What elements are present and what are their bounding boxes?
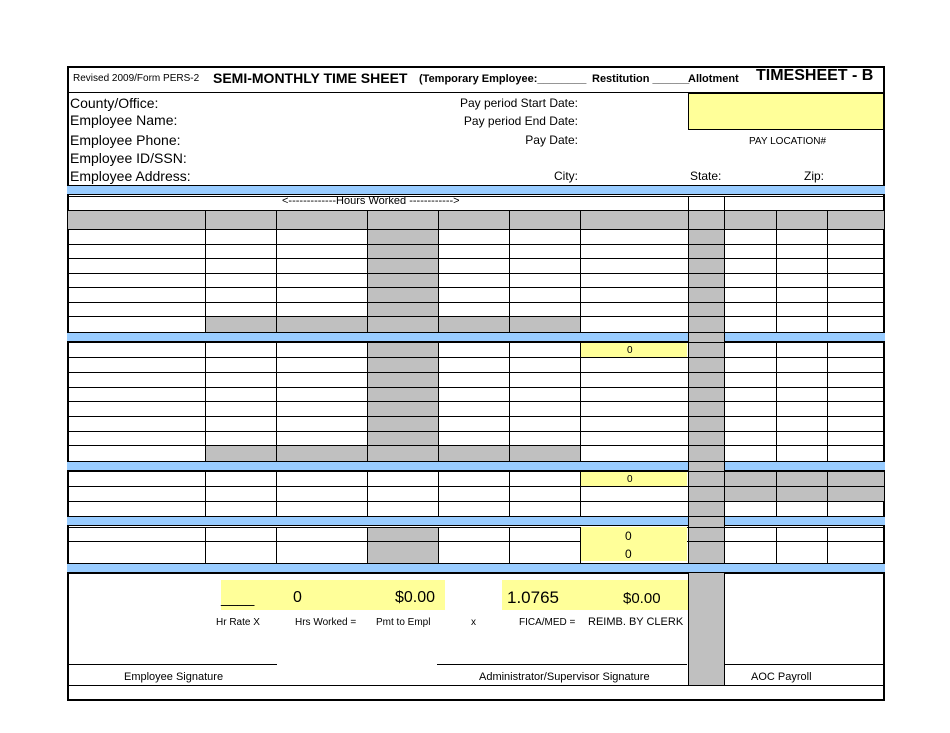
hrs-worked-value: 0 — [293, 589, 302, 606]
multiply-label: x — [471, 617, 476, 628]
grid-col-line-1-3 — [205, 471, 206, 516]
aoc-signature-line[interactable] — [724, 664, 885, 665]
grid-col-line-3-1 — [367, 210, 368, 332]
subtotal-cell-3 — [581, 527, 687, 561]
grid-row-line-9 — [67, 316, 885, 317]
allotment-label: Allotment — [688, 73, 739, 85]
aoc-payroll-label: AOC Payroll — [751, 671, 812, 683]
grid-col-line-3-3 — [367, 471, 368, 516]
grid-mid-line-2 — [724, 196, 725, 563]
grid-row-line-5 — [67, 258, 885, 259]
gray-row-2 — [205, 445, 581, 461]
grid-col-line-1-1 — [205, 210, 206, 332]
pmt-value: $0.00 — [395, 589, 436, 606]
gray-header-row-right — [725, 210, 884, 229]
subtotal-value-4: 0 — [625, 547, 632, 561]
gray-row-1 — [205, 316, 581, 332]
grid-row-line-24 — [67, 527, 885, 528]
grid-col-line-2-4 — [276, 527, 277, 563]
grid-row-line-25 — [67, 541, 885, 542]
grid-right-line-1-4 — [776, 527, 777, 563]
grid-col-line-4-1 — [438, 210, 439, 332]
grid-row-line-13 — [67, 372, 885, 373]
temp-employee-field[interactable]: (Temporary Employee:________ — [419, 73, 587, 85]
grid-row-line-26 — [67, 563, 885, 564]
admin-signature-label: Administrator/Supervisor Signature — [479, 671, 650, 683]
gray-col-block-3 — [367, 527, 438, 563]
grid-row-line-7 — [67, 287, 885, 288]
subtotal-value-1: 0 — [627, 345, 633, 356]
pay-end-label: Pay period End Date: — [463, 114, 578, 128]
grid-right-line-2-1 — [827, 210, 828, 332]
zip-label: Zip: — [804, 169, 825, 183]
hours-worked-header: <-------------Hours Worked ------------> — [282, 195, 460, 207]
grid-row-line-8 — [67, 302, 885, 303]
grid-row-line-16 — [67, 416, 885, 417]
grid-col-line-3-4 — [367, 527, 368, 563]
grid-col-line-4-4 — [438, 527, 439, 563]
grid-row-line-6 — [67, 273, 885, 274]
grid-row-line-23 — [67, 516, 885, 517]
employee-phone-label: Employee Phone: — [70, 132, 181, 148]
grid-col-line-1-4 — [205, 527, 206, 563]
grid-right-line-2-2 — [827, 342, 828, 461]
fica-label: FICA/MED = — [519, 617, 576, 628]
grid-col-line-1-2 — [205, 342, 206, 461]
employee-address-label: Employee Address: — [70, 168, 191, 184]
grid-col-line-2-2 — [276, 342, 277, 461]
section-band-2 — [67, 332, 885, 342]
hrs-worked-label: Hrs Worked = — [295, 617, 357, 628]
timesheet-form — [67, 66, 885, 701]
pay-location-field[interactable] — [688, 93, 884, 130]
grid-right-line-2-4 — [827, 527, 828, 563]
grid-col-line-5-1 — [509, 210, 510, 332]
pay-start-label: Pay period Start Date: — [459, 96, 578, 110]
section-band-4 — [67, 516, 885, 526]
grid-col-line-2-1 — [276, 210, 277, 332]
grid-row-line-3 — [67, 229, 885, 230]
city-label: City: — [554, 169, 578, 183]
subtotal-value-2: 0 — [627, 474, 633, 485]
grid-right-line-1-1 — [776, 210, 777, 332]
grid-col-line-5-3 — [509, 471, 510, 516]
grid-mid-line-1 — [688, 196, 689, 563]
grid-col-line-5-2 — [509, 342, 510, 461]
hr-rate-field[interactable]: ____ — [221, 590, 255, 607]
hr-rate-label: Hr Rate X — [216, 617, 260, 628]
grid-row-line-11 — [67, 342, 885, 343]
grid-row-line-22 — [67, 501, 885, 502]
form-id: Revised 2009/Form PERS-2 — [73, 73, 200, 84]
grid-right-line-1-3 — [776, 471, 777, 516]
employee-signature-line[interactable] — [67, 664, 277, 665]
grid-col-line-4-2 — [438, 342, 439, 461]
pay-date-label: Pay Date: — [525, 133, 578, 147]
subtotal-cell-1 — [581, 343, 687, 357]
gray-header-row — [68, 210, 688, 229]
grid-col-line-5-4 — [509, 527, 510, 563]
totals-divider-left — [688, 573, 689, 685]
totals-top-line — [67, 573, 885, 574]
grid-row-line-1 — [67, 196, 885, 197]
grid-row-line-18 — [67, 445, 885, 446]
section-band-1 — [67, 185, 885, 195]
grid-right-line-1-2 — [776, 342, 777, 461]
subtotal-value-3: 0 — [625, 529, 632, 543]
grid-right-line-2-3 — [827, 471, 828, 516]
timesheet-label: TIMESHEET - B — [756, 67, 874, 84]
state-label: State: — [690, 169, 722, 183]
employee-signature-label: Employee Signature — [124, 671, 224, 683]
grid-row-line-19 — [67, 461, 885, 462]
grid-col-line-6-2 — [580, 342, 581, 461]
restitution-field[interactable]: Restitution ______ — [592, 73, 690, 85]
grid-col-line-6-1 — [580, 210, 581, 332]
grid-row-line-4 — [67, 244, 885, 245]
footer-line — [67, 685, 885, 686]
county-office-label: County/Office: — [70, 95, 159, 111]
admin-signature-line[interactable] — [437, 664, 687, 665]
employee-id-label: Employee ID/SSN: — [70, 150, 187, 166]
reimb-value: $0.00 — [623, 590, 661, 607]
form-title: SEMI-MONTHLY TIME SHEET — [213, 70, 408, 86]
grid-row-line-21 — [67, 486, 885, 487]
grid-row-line-2 — [67, 210, 885, 211]
grid-row-line-20 — [67, 471, 885, 472]
grid-row-line-14 — [67, 387, 885, 388]
section-band-3 — [67, 461, 885, 471]
reimb-label: REIMB. BY CLERK — [588, 616, 684, 628]
section-band-5 — [67, 563, 885, 573]
pay-location-label: PAY LOCATION# — [749, 136, 827, 147]
totals-divider-right — [724, 573, 725, 685]
employee-name-label: Employee Name: — [70, 112, 178, 128]
fica-value: 1.0765 — [507, 588, 559, 607]
grid-row-line-10 — [67, 332, 885, 333]
subtotal-cell-2 — [581, 472, 687, 486]
grid-row-line-15 — [67, 401, 885, 402]
pmt-label: Pmt to Empl — [376, 617, 431, 628]
grid-col-line-2-3 — [276, 471, 277, 516]
grid-col-line-4-3 — [438, 471, 439, 516]
totals-gray-column — [688, 573, 724, 685]
grid-row-line-12 — [67, 357, 885, 358]
grid-col-line-3-2 — [367, 342, 368, 461]
grid-row-line-17 — [67, 431, 885, 432]
